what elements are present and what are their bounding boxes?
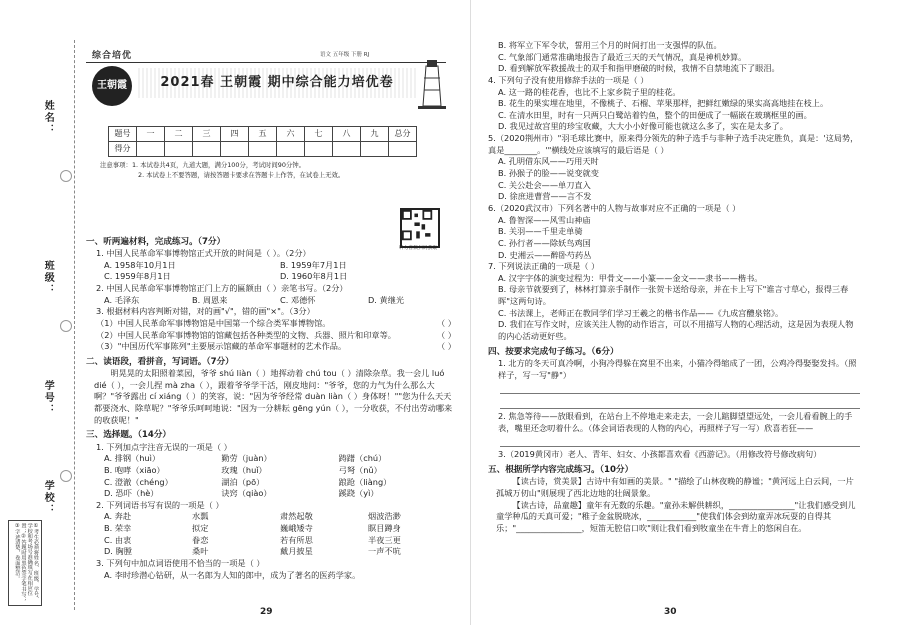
option-cell: 水瓢 bbox=[192, 511, 209, 522]
question: 1. 下列加点字注音无误的一项是（ ） bbox=[96, 441, 232, 452]
score-input-row bbox=[109, 142, 417, 157]
option: D. 1960年8月1日 bbox=[280, 271, 348, 282]
score-cell[interactable] bbox=[305, 142, 333, 157]
score-header-cell: 六 bbox=[277, 127, 305, 142]
score-header-cell: 三 bbox=[193, 127, 221, 142]
option-cell: D. 胸膛 bbox=[104, 546, 132, 557]
option: C. 关公赴会——单刀直入 bbox=[498, 179, 591, 190]
score-cell[interactable] bbox=[361, 142, 389, 157]
score-header-cell: 总分 bbox=[389, 127, 417, 142]
score-header-row bbox=[109, 127, 417, 142]
brand-logo bbox=[92, 66, 132, 106]
option-cell: 蹊跷（yì） bbox=[338, 488, 379, 499]
section-tag: 综合培优 bbox=[92, 51, 133, 61]
pinyin-paragraph: 明晃晃的太阳照着菜园，爷爷 shú liàn（ ）地挥动着 chú tou（ ）清除杂草。我一会儿 luó dié（ ），一会儿捏 mà zha（ ），跟着爷爷学干活，刚皮地问："爷爷，您的力气为什么那么大啊？"爷爷露出 cí xiáng（ ）的笑容，说："因为爷爷经常 duàn liàn（ ）身体呀！""您为什么天天都要浇水、除草呢？"爷爷乐呵呵地说："因为一分耕耘 gēng yún（ ），一分收获，不付出劳动哪来的收获呢！" bbox=[94, 368, 453, 425]
option: A. 毛泽东 bbox=[104, 294, 140, 305]
lighthouse-icon bbox=[414, 56, 450, 110]
option-cell: C. 澄澈（chéng） bbox=[104, 476, 173, 487]
right-page-body bbox=[488, 40, 860, 620]
option-cell: 一声不吭 bbox=[368, 546, 401, 557]
option-row bbox=[86, 453, 456, 465]
option: C. 在清水田里，时有一只两只白鹭站着钓鱼，整个的田便成了一幅嵌在玻璃框里的画。 bbox=[498, 109, 812, 120]
option: A. 汉字字体的演变过程为：甲骨文——小篆——金文——隶书——楷书。 bbox=[498, 272, 763, 283]
options bbox=[86, 295, 456, 307]
option-cell: 踉跄（liàng） bbox=[338, 476, 392, 487]
score-table bbox=[108, 126, 417, 157]
question: 3. 下列句中加点词语使用不恰当的一项是（ ） bbox=[96, 557, 265, 568]
option: A. 这一路的桂花香，也比不上家乡院子里的桂花。 bbox=[498, 86, 681, 97]
option: D. 看到解放军救援战士的双手和指甲磨破的时候，我情不自禁地流下了眼泪。 bbox=[498, 63, 780, 74]
option-cell: 若有所思 bbox=[280, 534, 313, 545]
poetry-block: 【读古诗，品童趣】童年有无数的乐趣。"童孙未解供耕织，________________"让我们感受到儿童学种瓜的天真可爱；"稚子金盆脱晓冰，____________"使我们体会到幼童弄冰玩耍的自得其乐；"________________，短笛无腔信口吹"则让我们看到牧童坐在牛背上的悠闲自在。 bbox=[496, 499, 856, 533]
option: C. 孙行者——除妖鸟鸡国 bbox=[498, 237, 591, 248]
option-cell: 诀窍（qiào） bbox=[221, 488, 272, 499]
question: 2. 下列词语书写有误的一项是（ ） bbox=[96, 499, 224, 510]
question: 1. 北方的冬天可真冷啊，小狗冷得躲在窝里不出来，小猫冷得缩成了一团，公鸡冷得娶娶发抖。（照样子，写一写"静"） bbox=[498, 357, 857, 380]
judge-text: （1）中国人民革命军事博物馆是中国第一个综合类军事博物馆。 bbox=[96, 318, 331, 329]
score-cell[interactable] bbox=[137, 142, 165, 157]
option-cell: 弓弩（nǔ） bbox=[338, 464, 382, 475]
score-cell[interactable] bbox=[221, 142, 249, 157]
section-1-title: 一、听两遍材料，完成练习。（7分） bbox=[86, 237, 226, 247]
option: A. 李时珍潜心钻研，从一名郎为人知的郎中，成为了著名的医药学家。 bbox=[104, 569, 361, 580]
option-row bbox=[86, 477, 456, 489]
option-grid bbox=[86, 453, 456, 500]
option: D. 徐庶进曹营——言不发 bbox=[498, 191, 592, 202]
header-rule bbox=[86, 62, 446, 63]
answer-line[interactable] bbox=[500, 434, 860, 447]
judge-item bbox=[86, 341, 456, 353]
score-header-cell: 八 bbox=[333, 127, 361, 142]
score-label-cell: 得分 bbox=[109, 142, 137, 157]
option-cell: A. 排钢（huì） bbox=[104, 453, 161, 464]
option: C. 1959年8月1日 bbox=[104, 271, 171, 282]
score-header-cell: 一 bbox=[137, 127, 165, 142]
option: C. 邓德怀 bbox=[280, 294, 316, 305]
option: B. 周恩来 bbox=[192, 294, 228, 305]
option-cell: D. 恐吓（hè） bbox=[104, 488, 159, 499]
option-cell: 勤劳（juàn） bbox=[221, 453, 272, 464]
options bbox=[86, 260, 456, 283]
notice-line: 注意事项：1. 本试卷共4页，九道大题，满分100分，考试时间90分钟。 bbox=[100, 161, 306, 169]
binding-line bbox=[74, 40, 75, 610]
page-fold bbox=[470, 0, 471, 625]
score-cell[interactable] bbox=[249, 142, 277, 157]
question: 1. 中国人民革命军事博物馆正式开放的时间是（ ）。（2分） bbox=[96, 248, 311, 259]
page-title: 2021春 王朝霞 期中综合能力培优卷 bbox=[160, 75, 394, 90]
answer-bracket[interactable]: （ ） bbox=[437, 318, 456, 329]
score-header-cell: 七 bbox=[305, 127, 333, 142]
option-cell: B. 荣幸 bbox=[104, 523, 132, 534]
option-row bbox=[86, 535, 456, 547]
option: A. 孔明借东风——巧用天时 bbox=[498, 156, 599, 167]
option: D. 史湘云——醉卧芍药丛 bbox=[498, 249, 592, 260]
question: 2. 焦急等待——放眼看到，在站台上不停地走来走去，一会儿踮脚望望远处，一会儿看看腕上的手表，嘴里还念叨着什么。（体会词语表现的人物的内心，再照样子写一写）欣喜若狂—— bbox=[498, 411, 853, 433]
option-cell: 踌躇（chú） bbox=[338, 453, 387, 464]
option-row bbox=[86, 488, 456, 500]
answer-line[interactable] bbox=[500, 381, 860, 394]
section-3-continued bbox=[488, 40, 860, 343]
option-cell: 拟定 bbox=[192, 523, 209, 534]
subject-label: 语文 五年级 下册 RJ bbox=[320, 52, 370, 58]
binding-hole bbox=[60, 170, 72, 182]
question: 5.（2020荆州市）"羽毛球比赛中，原来得分领先的种子选手与非种子选手决定胜负，真是：'这局势，真是________。'"横线处应该填写的最后语是（ ） bbox=[488, 133, 859, 155]
option-cell: 巍峨矮寺 bbox=[280, 523, 313, 534]
question: 3. 根据材料内容判断对错，对的画"√"，错的画"×"。（3分） bbox=[96, 306, 315, 317]
option: C. 气象部门通常准确地报告了最近三天的天气情况，真是神机妙算。 bbox=[498, 51, 747, 62]
option: D. 黄继光 bbox=[368, 294, 405, 305]
judge-text: （2）中国人民革命军事博物馆的馆藏包括各种类型的文物、兵器、照片和印章等。 bbox=[96, 329, 396, 340]
judge-text: （3）"中国历代军事陈列"主要展示馆藏的革命军事题材的艺术作品。 bbox=[96, 341, 347, 352]
option-cell: 戴月披星 bbox=[280, 546, 313, 557]
score-cell[interactable] bbox=[333, 142, 361, 157]
option-cell: 瞑目蹲身 bbox=[368, 523, 401, 534]
option-cell: A. 奔赴 bbox=[104, 511, 132, 522]
option-row bbox=[86, 546, 456, 558]
option: A. 1958年10月1日 bbox=[104, 259, 176, 270]
page-number-left: 29 bbox=[260, 607, 273, 617]
score-header-cell: 五 bbox=[249, 127, 277, 142]
score-header-cell: 题号 bbox=[109, 127, 137, 142]
option-row bbox=[86, 523, 456, 535]
score-cell[interactable] bbox=[165, 142, 193, 157]
option: B. 关羽——千里走单骑 bbox=[498, 226, 583, 237]
answer-bracket[interactable]: （ ） bbox=[437, 329, 456, 340]
page-number-right: 30 bbox=[664, 607, 677, 617]
option: B. 孙猴子的脸——说变就变 bbox=[498, 168, 599, 179]
left-page-body bbox=[86, 233, 456, 580]
score-cell[interactable] bbox=[277, 142, 305, 157]
section-4-title: 四、按要求完成句子练习。（6分） bbox=[488, 346, 619, 357]
section-2-title: 二、读语段，看拼音，写词语。（7分） bbox=[86, 356, 234, 367]
binding-strip bbox=[0, 0, 62, 625]
question: 7. 下列说法正确的一项是（ ） bbox=[488, 261, 600, 272]
school-label: 学校： bbox=[42, 480, 54, 516]
question: 6.（2020武汉市）下列名著中的人物与故事对应不正确的一项是（ ） bbox=[488, 202, 741, 213]
answer-line[interactable] bbox=[500, 396, 860, 409]
exam-instructions-note: ①考生必须将姓名、班级、学号、学校和考场号准确填写在相应位置；②答题时用黑色签字笔书写；③字迹清楚，卷面整洁。 bbox=[8, 520, 42, 606]
option-cell: 眷恋 bbox=[192, 534, 209, 545]
option: D. 我见过故宫里的珍宝收藏，大大小小好像可能也就这么多了，实在是太多了。 bbox=[498, 121, 788, 132]
option: B. 1959年7月1日 bbox=[280, 259, 347, 270]
option-cell: B. 咆哮（xiāo） bbox=[104, 464, 165, 475]
score-cell[interactable] bbox=[193, 142, 221, 157]
option-cell: 烟波浩渺 bbox=[368, 511, 401, 522]
question: 4. 下列句子没有使用修辞手法的一项是（ ） bbox=[488, 74, 649, 85]
score-header-cell: 九 bbox=[361, 127, 389, 142]
poetry-block: 【读古诗，赏美景】古诗中有如画的美景。" "描绘了山林夜晚的静谧；"黄河远上白云间，一片孤城万仞山"则展现了西北边地的壮阔景象。 bbox=[496, 476, 854, 498]
binding-hole bbox=[60, 320, 72, 332]
name-label: 姓名： bbox=[42, 100, 54, 136]
score-header-cell: 四 bbox=[221, 127, 249, 142]
option: B. 花生的果实埋在地里，不像桃子、石榴、苹果那样，把鲜红嫩绿的果实高高地挂在枝上。 bbox=[498, 98, 829, 109]
notice-line: 2. 本试卷上不要答题，请按答题卡要求在答题卡上作答，在试卷上无效。 bbox=[138, 170, 345, 179]
option: B. 将军立下军令状，誓用三个月的时间打出一支强悍的队伍。 bbox=[498, 40, 722, 50]
question: 2. 中国人民革命军事博物馆正门上方的匾额由（ ）亲笔书写。（2分） bbox=[96, 283, 348, 294]
option-cell: 半夜三更 bbox=[368, 534, 401, 545]
section-3-title: 三、选择题。（14分） bbox=[86, 430, 172, 441]
score-header-cell: 二 bbox=[165, 127, 193, 142]
binding-hole bbox=[60, 470, 72, 482]
notice-block bbox=[100, 161, 456, 181]
option-cell: 玫瑰（huǐ） bbox=[221, 464, 267, 475]
option-row bbox=[86, 511, 456, 523]
class-label: 班级： bbox=[42, 260, 54, 296]
option-grid bbox=[86, 511, 456, 558]
option-row bbox=[86, 465, 456, 477]
question: 3.（2019黄冈市）老人、青年、妇女、小孩都喜欢看《西游记》。（用修改符号修改病句） bbox=[498, 449, 822, 460]
logo-text: 王朝霞 bbox=[97, 79, 127, 91]
judge-item bbox=[86, 330, 456, 342]
option-cell: 桑叶 bbox=[192, 546, 209, 557]
option: B. 母亲节就要到了，林林打算亲手制作一张贺卡送给母亲，并在卡上写下"谁言寸草心，报得三春晖"这两句诗。 bbox=[498, 284, 849, 307]
option-cell: 湖泊（pō） bbox=[221, 476, 265, 487]
option: A. 鲁智深——风雪山神庙 bbox=[498, 214, 591, 225]
answer-bracket[interactable]: （ ） bbox=[437, 341, 456, 352]
option: D. 我们在写作文时，应该关注人物的动作语言，可以不用描写人物的心理活动，这是因为表现人物的内心活动更好些。 bbox=[498, 319, 854, 342]
section-5-title: 五、根据所学内容完成练习。（10分） bbox=[488, 465, 634, 476]
score-cell[interactable] bbox=[389, 142, 417, 157]
option-cell: 肃然起敬 bbox=[280, 511, 313, 522]
judge-item bbox=[86, 318, 456, 330]
qr-caption: 听力音频扫码获取 bbox=[398, 246, 438, 251]
option: C. 书法课上，老师正在教同学们学习王羲之的楷书作品——《九成宫醴泉铭》。 bbox=[498, 307, 784, 318]
option-cell: C. 由衷 bbox=[104, 534, 132, 545]
id-label: 学号： bbox=[42, 380, 54, 416]
